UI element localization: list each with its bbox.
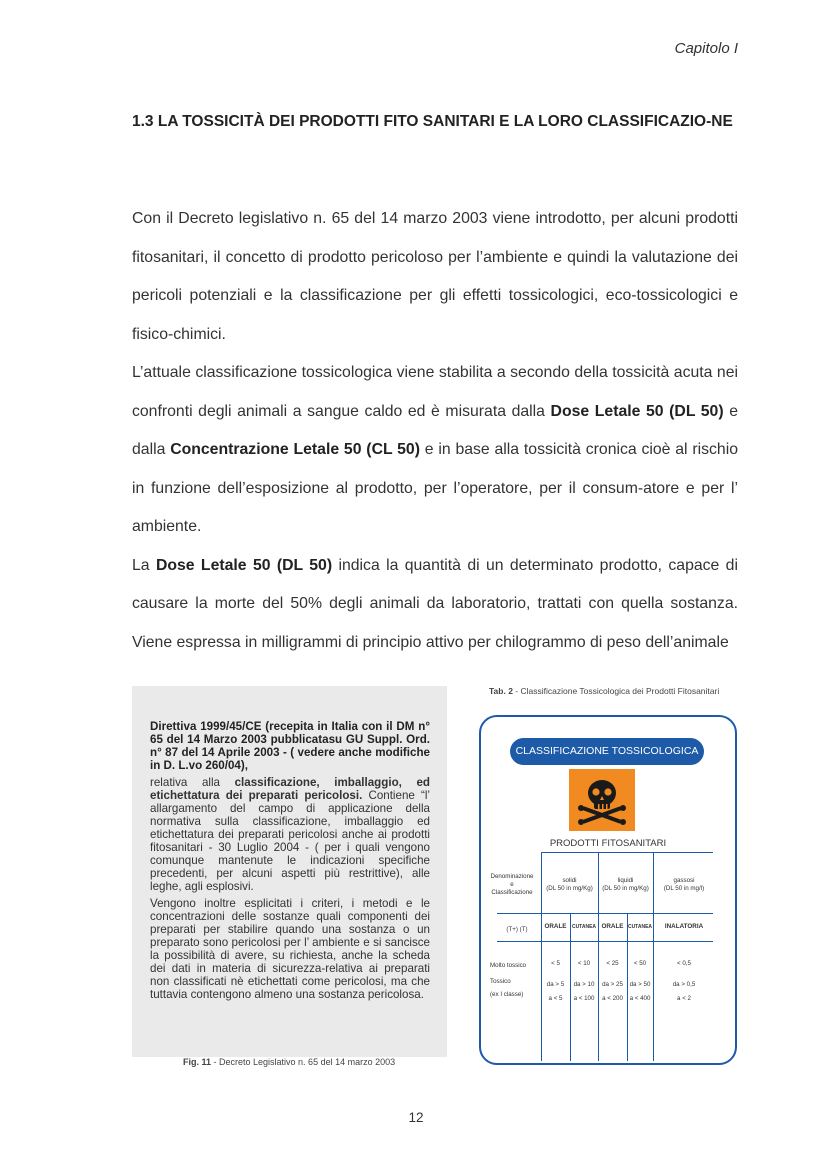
class-molto-tossico: Molto tossico <box>490 962 527 969</box>
table-caption <box>489 686 719 696</box>
figure-caption-label: Fig. 11 <box>183 1057 212 1067</box>
products-title: PRODOTTI FITOSANITARI <box>549 838 667 849</box>
row-header-2: e <box>510 881 514 888</box>
value-solidi-cut-1: < 10 <box>577 960 591 967</box>
dl50-term-2: Dose Letale 50 (DL 50) <box>155 556 333 574</box>
row-header-3: Classificazione <box>491 889 533 896</box>
paragraph-2-text-d: e in base alla tossicità cronica cioè al rischio in funzione dell’esposizione al prodotto, per l’operatore, per il consum-atore e per l’ ambiente. <box>132 441 738 535</box>
directive-p1-c: Contiene “l’ allargamento del campo di applicazione della normativa sulla classificazione, imballaggio ed etichettatura dei preparati pericolosi anche ai prodotti fitosanitari - 30 Luglio 2004 - ( per i quali vengono comunque mantenute le indicazioni specifiche precedenti, per alcuni aspetti più restrittive), alle leghe, agli esplosivi. <box>150 789 430 893</box>
directive-p1-bold: classificazione, imballaggio, ed etichettatura dei preparati pericolosi. <box>150 776 430 802</box>
col-solidi-2: (DL 50 in mg/Kg) <box>546 885 593 892</box>
value-gassosi-3: a < 2 <box>677 995 691 1002</box>
col-solidi <box>541 877 598 893</box>
figure-caption <box>183 1057 395 1067</box>
table-caption-label: Tab. 2 <box>489 686 513 696</box>
class-label: (T+) (T) <box>506 926 528 933</box>
class-tossico: Tossico <box>490 978 511 985</box>
sub-orale-solidi: ORALE <box>544 923 567 930</box>
grid-line-top <box>541 852 713 853</box>
value-liquidi-cut-2: da > 50 <box>629 981 651 988</box>
value-solidi-orale-2: da > 5 <box>546 981 565 988</box>
directive-sidebar <box>132 686 447 1057</box>
cl50-term: Concentrazione Letale 50 (CL 50) <box>170 441 420 458</box>
value-gassosi-1: < 0,5 <box>677 960 691 967</box>
paragraph-2-text-c: e dalla <box>132 402 738 458</box>
col-liquidi <box>598 877 653 893</box>
dl50-term: Dose Letale 50 (DL 50) <box>550 402 724 420</box>
col-gassosi-1: gassosi <box>673 877 695 884</box>
paragraph-3 <box>132 547 738 663</box>
directive-content <box>150 720 430 1005</box>
paragraph-2 <box>132 354 738 547</box>
paragraph-1: Con il Decreto legislativo n. 65 del 14 marzo 2003 viene introdotto, per alcuni prodotti fitosanitari, il concetto di prodotto pericoloso per l’ambiente e quindi la valutazione dei pericoli potenziali e la classificazione per gli effetti tossicologici, eco-tossicologici e fisico-chimici. <box>132 210 738 343</box>
grid-line-sub <box>497 941 713 942</box>
row-header <box>486 873 538 897</box>
paragraph-2-text-a: L’attuale classificazione tossicologica viene stabilita a secondo della tossicità acuta nei confronti degli animali a sangue caldo ed è misurata dalla <box>132 364 738 420</box>
page-number: 12 <box>408 1110 424 1125</box>
value-liquidi-cut-1: < 50 <box>633 960 647 967</box>
value-liquidi-orale-2: da > 25 <box>602 981 623 988</box>
directive-p1-a: relativa alla <box>150 776 235 789</box>
paragraph-3-text-c: indica la quantità di un determinato prodotto, capace di causare la morte del 50% degli animali da laboratorio, trattati con quella sostanza. Viene espressa in milligrammi di principio attivo per chilogrammo di peso dell’animale <box>132 556 738 651</box>
value-gassosi-2: da > 0,5 <box>672 981 696 988</box>
value-solidi-orale-3: a < 5 <box>548 995 563 1002</box>
body-text <box>132 200 738 662</box>
col-gassosi <box>654 877 714 893</box>
value-solidi-cut-2: da > 10 <box>573 981 595 988</box>
value-solidi-orale-1: < 5 <box>551 960 560 967</box>
skull-crossbones-icon <box>569 769 635 831</box>
col-liquidi-1: liquidi <box>617 877 634 884</box>
sub-inalatoria: INALATORIA <box>664 923 704 930</box>
value-liquidi-cut-3: a < 400 <box>629 995 651 1002</box>
class-ex-i: (ex I classe) <box>490 991 524 998</box>
value-solidi-cut-3: a < 100 <box>573 995 595 1002</box>
value-liquidi-orale-3: a < 200 <box>602 995 623 1002</box>
value-liquidi-orale-1: < 25 <box>606 960 619 967</box>
paragraph-3-text-a: La <box>132 556 156 574</box>
section-title: 1.3 LA TOSSICITÀ DEI PRODOTTI FITO SANITARI E LA LORO CLASSIFICAZIO-NE <box>132 113 733 130</box>
directive-paragraph-1 <box>150 776 430 893</box>
table-caption-text: - Classificazione Tossicologica dei Prodotti Fitosanitari <box>512 686 720 696</box>
figure-caption-text: - Decreto Legislativo n. 65 del 14 marzo 2003 <box>211 1057 396 1067</box>
directive-title: Direttiva 1999/45/CE (recepita in Italia con il DM n° 65 del 14 Marzo 2003 pubblicatasu GU Suppl. Ord. n° 87 del 14 Aprile 2003 - ( vedere anche modifiche in D. L.vo 260/04), <box>150 720 430 772</box>
grid-line-mid <box>497 913 713 914</box>
sub-orale-liquidi: ORALE <box>601 923 624 930</box>
col-liquidi-2: (DL 50 in mg/Kg) <box>602 885 649 892</box>
row-header-1: Denominazione <box>490 873 534 880</box>
sub-cutanea-solidi: CUTANEA <box>571 924 597 930</box>
directive-paragraph-2: Vengono inoltre esplicitati i criteri, i metodi e le concentrazioni delle sostanze quali componenti dei preparati per stabilire quando una sostanza o un preparato sono pericolosi per l’ ambiente e si sancisce la possibilità di avere, su richiesta, anche la scheda dei dati in materia di sicurezza-relativa ai preparati non classificati nè etichettati come pericolosi, ma che tuttavia contengono almeno una sostanza pericolosa. <box>150 897 430 1001</box>
col-gassosi-2: (DL 50 in mg/l) <box>663 885 705 892</box>
chapter-header: Capitolo I <box>674 40 738 57</box>
table-banner: CLASSIFICAZIONE TOSSICOLOGICA <box>510 738 704 765</box>
col-solidi-1: solidi <box>562 877 577 884</box>
sub-cutanea-liquidi: CUTANEA <box>627 924 653 930</box>
